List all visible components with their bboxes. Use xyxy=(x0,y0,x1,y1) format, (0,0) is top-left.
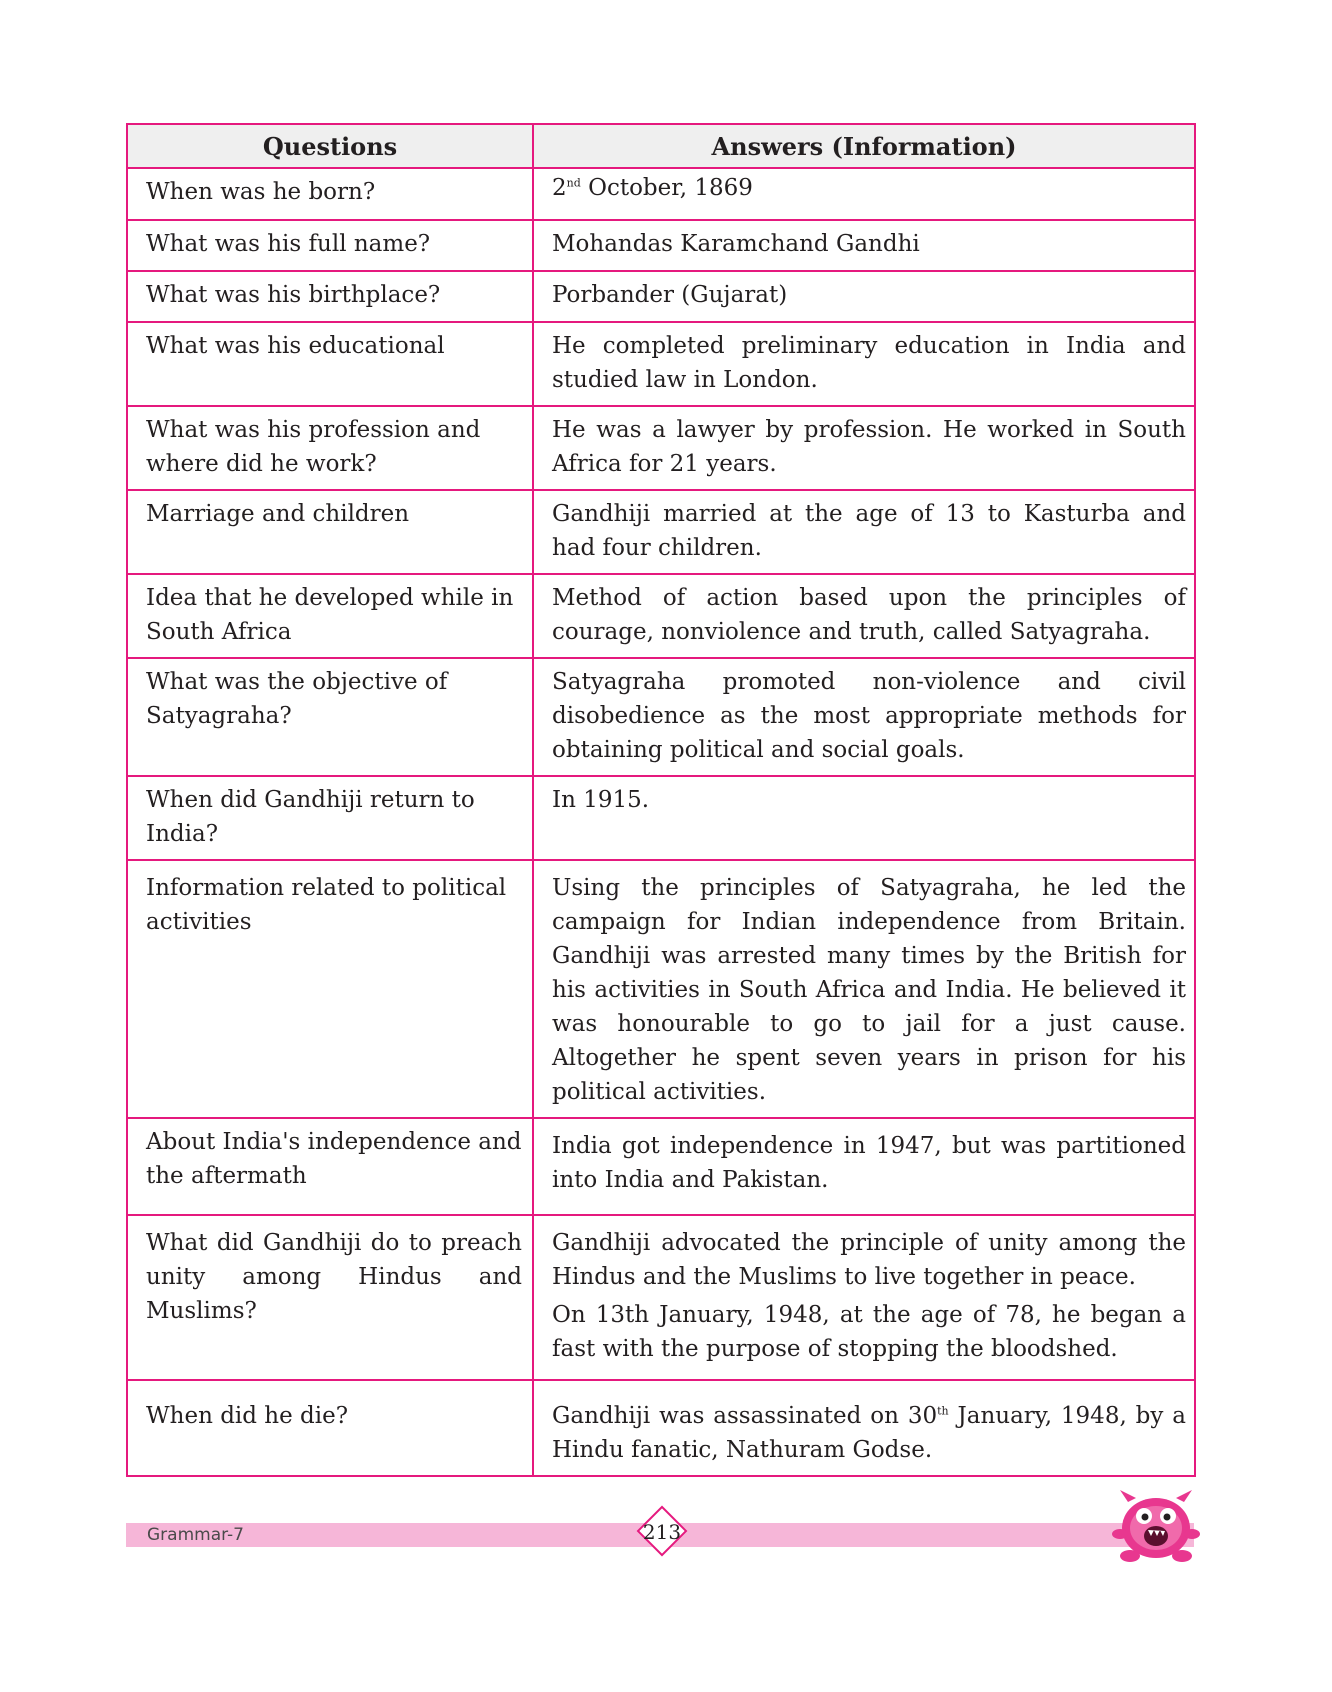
table-row xyxy=(127,406,1195,490)
table-row xyxy=(127,860,1195,1118)
table-row xyxy=(127,490,1195,574)
answer-cell xyxy=(533,1215,1195,1380)
answer-cell xyxy=(533,168,1195,220)
answer-cell: Satyagraha promoted non-violence and civil disobedience as the most appropriate methods for obtaining political and social goals. xyxy=(533,658,1195,776)
book-label: Grammar-7 xyxy=(147,1525,244,1545)
table-row xyxy=(127,168,1195,220)
table-row xyxy=(127,574,1195,658)
answer-cell: Gandhiji married at the age of 13 to Kasturba and had four children. xyxy=(533,490,1195,574)
answer-cell: He was a lawyer by profession. He worked in South Africa for 21 years. xyxy=(533,406,1195,490)
answer-paragraph: Gandhiji advocated the principle of unity among the Hindus and the Muslims to live together in peace. xyxy=(552,1230,1186,1290)
table-row xyxy=(127,1118,1195,1215)
table-row xyxy=(127,271,1195,322)
table-row xyxy=(127,658,1195,776)
question-cell: About India's independence and the aftermath xyxy=(127,1118,533,1215)
question-cell: Information related to political activities xyxy=(127,860,533,1118)
question-cell: When did Gandhiji return to India? xyxy=(127,776,533,860)
pink-monster-mascot-icon xyxy=(1110,1488,1202,1568)
answer-cell: Porbander (Gujarat) xyxy=(533,271,1195,322)
table-row xyxy=(127,322,1195,406)
answer-cell: Mohandas Karamchand Gandhi xyxy=(533,220,1195,271)
column-header-answers: Answers (Information) xyxy=(533,124,1195,168)
table-row xyxy=(127,776,1195,860)
ordinal-suffix: nd xyxy=(566,176,581,190)
table-row xyxy=(127,220,1195,271)
question-cell: Idea that he developed while in South Africa xyxy=(127,574,533,658)
table-row xyxy=(127,1215,1195,1380)
qa-table xyxy=(126,123,1196,1477)
question-cell: When was he born? xyxy=(127,168,533,220)
question-cell: Marriage and children xyxy=(127,490,533,574)
question-cell: What was his full name? xyxy=(127,220,533,271)
answer-text: 2 xyxy=(552,175,567,201)
answer-text: Gandhiji was assassinated on 30 xyxy=(552,1403,938,1429)
answer-cell: In 1915. xyxy=(533,776,1195,860)
answer-cell: He completed preliminary education in India and studied law in London. xyxy=(533,322,1195,406)
table-row xyxy=(127,1380,1195,1476)
answer-text: October, 1869 xyxy=(580,175,753,201)
question-cell: What was his educational xyxy=(127,322,533,406)
question-cell: What was his profession and where did he work? xyxy=(127,406,533,490)
question-cell: When did he die? xyxy=(127,1380,533,1476)
answer-cell: Using the principles of Satyagraha, he led the campaign for Indian independence from Britain. Gandhiji was arrested many times by the British for his activities in South Africa and India. He believed it was honourable to go to jail for a just cause. Altogether he spent seven years in prison for his political activities. xyxy=(533,860,1195,1118)
column-header-questions: Questions xyxy=(127,124,533,168)
answer-paragraph: On 13th January, 1948, at the age of 78, he began a fast with the purpose of stopping the bloodshed. xyxy=(552,1302,1186,1362)
page-number: 213 xyxy=(642,1520,682,1544)
ordinal-suffix: th xyxy=(937,1404,949,1418)
answer-text: January, 1948, by a Hindu fanatic, Nathuram Godse. xyxy=(552,1403,1186,1463)
answer-cell: Method of action based upon the principles of courage, nonviolence and truth, called Satyagraha. xyxy=(533,574,1195,658)
table-header-row xyxy=(127,124,1195,168)
question-cell: What did Gandhiji do to preach unity among Hindus and Muslims? xyxy=(127,1215,533,1380)
question-cell: What was his birthplace? xyxy=(127,271,533,322)
answer-cell: India got independence in 1947, but was partitioned into India and Pakistan. xyxy=(533,1118,1195,1215)
answer-cell xyxy=(533,1380,1195,1476)
question-cell: What was the objective of Satyagraha? xyxy=(127,658,533,776)
